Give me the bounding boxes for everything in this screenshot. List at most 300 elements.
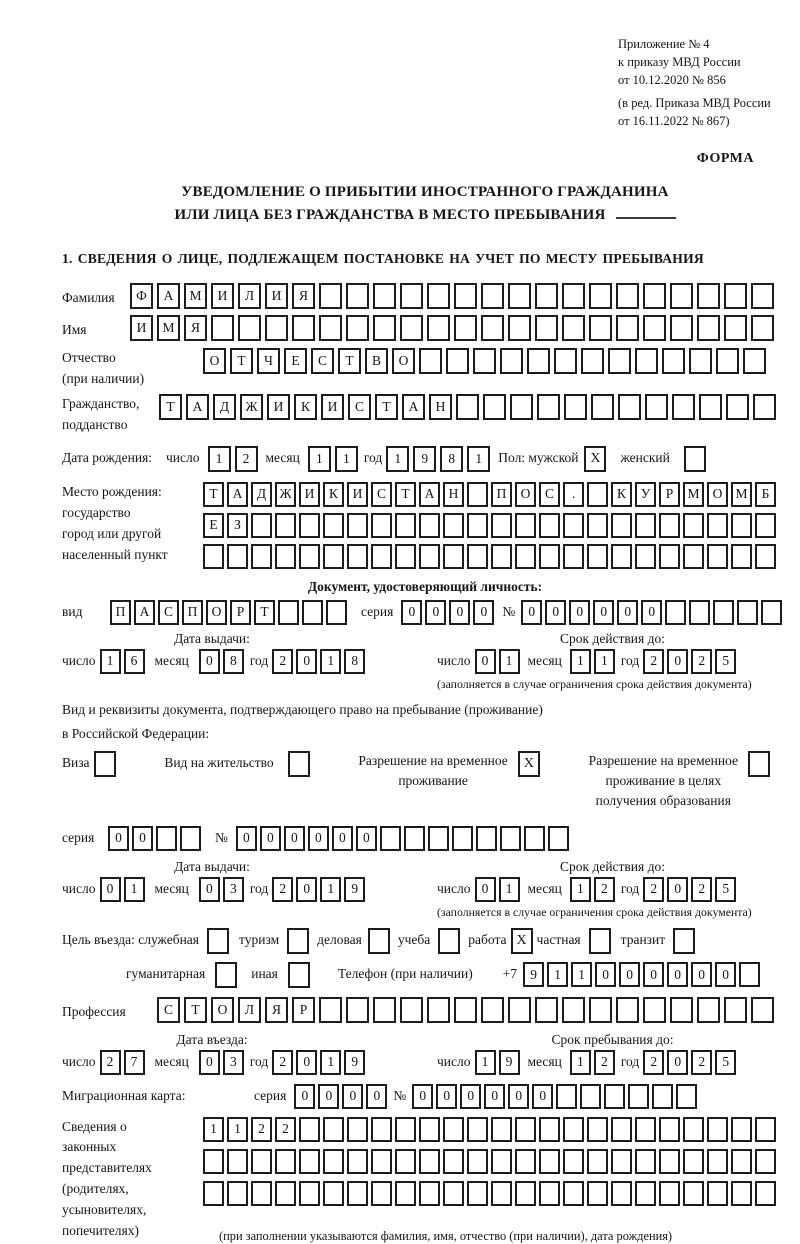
- char-box[interactable]: [755, 1117, 776, 1142]
- char-box[interactable]: [751, 283, 774, 309]
- char-box[interactable]: [628, 1084, 649, 1109]
- char-box[interactable]: 2: [272, 649, 293, 674]
- char-box[interactable]: [587, 1117, 608, 1142]
- sex-female-checkbox[interactable]: [684, 446, 706, 472]
- char-box[interactable]: М: [683, 482, 704, 507]
- char-box[interactable]: 0: [691, 962, 712, 987]
- char-box[interactable]: [500, 826, 521, 851]
- char-box[interactable]: П: [182, 600, 203, 625]
- char-box[interactable]: [371, 1149, 392, 1174]
- char-box[interactable]: [419, 513, 440, 538]
- char-box[interactable]: Т: [184, 997, 207, 1023]
- char-box[interactable]: [481, 315, 504, 341]
- char-box[interactable]: [731, 513, 752, 538]
- char-box[interactable]: 0: [436, 1084, 457, 1109]
- char-box[interactable]: [683, 1181, 704, 1206]
- char-box[interactable]: [635, 348, 658, 374]
- char-box[interactable]: А: [227, 482, 248, 507]
- char-box[interactable]: П: [491, 482, 512, 507]
- char-box[interactable]: [587, 1149, 608, 1174]
- char-box[interactable]: С: [158, 600, 179, 625]
- char-box[interactable]: [535, 283, 558, 309]
- char-box[interactable]: [554, 348, 577, 374]
- char-box[interactable]: [299, 544, 320, 569]
- char-box[interactable]: [467, 513, 488, 538]
- char-box[interactable]: [731, 1149, 752, 1174]
- char-box[interactable]: [346, 283, 369, 309]
- char-box[interactable]: [380, 826, 401, 851]
- char-box[interactable]: [707, 544, 728, 569]
- char-box[interactable]: [481, 997, 504, 1023]
- char-box[interactable]: [589, 997, 612, 1023]
- char-box[interactable]: 7: [124, 1050, 145, 1075]
- char-box[interactable]: 1: [203, 1117, 224, 1142]
- char-box[interactable]: С: [371, 482, 392, 507]
- purpose-business-checkbox[interactable]: [368, 928, 390, 954]
- char-box[interactable]: 2: [643, 1050, 664, 1075]
- char-box[interactable]: 0: [199, 1050, 220, 1075]
- char-box[interactable]: [467, 1149, 488, 1174]
- char-box[interactable]: [751, 997, 774, 1023]
- char-box[interactable]: [743, 348, 766, 374]
- char-box[interactable]: У: [635, 482, 656, 507]
- char-box[interactable]: [527, 348, 550, 374]
- char-box[interactable]: 1: [320, 1050, 341, 1075]
- char-box[interactable]: А: [134, 600, 155, 625]
- char-box[interactable]: [275, 1149, 296, 1174]
- char-box[interactable]: Т: [254, 600, 275, 625]
- char-box[interactable]: [238, 315, 261, 341]
- char-box[interactable]: [180, 826, 201, 851]
- char-box[interactable]: [618, 394, 641, 420]
- char-box[interactable]: [589, 283, 612, 309]
- char-box[interactable]: Ж: [240, 394, 263, 420]
- temp-permit-checkbox[interactable]: X: [518, 751, 540, 777]
- char-box[interactable]: [203, 544, 224, 569]
- char-box[interactable]: [611, 513, 632, 538]
- char-box[interactable]: [562, 997, 585, 1023]
- char-box[interactable]: [427, 315, 450, 341]
- char-box[interactable]: 2: [235, 446, 258, 472]
- char-box[interactable]: [443, 544, 464, 569]
- char-box[interactable]: [395, 1117, 416, 1142]
- char-box[interactable]: 2: [251, 1117, 272, 1142]
- char-box[interactable]: [611, 544, 632, 569]
- char-box[interactable]: [707, 1117, 728, 1142]
- char-box[interactable]: Ч: [257, 348, 280, 374]
- char-box[interactable]: М: [731, 482, 752, 507]
- char-box[interactable]: [537, 394, 560, 420]
- sex-male-checkbox[interactable]: X: [584, 446, 606, 472]
- char-box[interactable]: [563, 1149, 584, 1174]
- char-box[interactable]: [346, 315, 369, 341]
- char-box[interactable]: [683, 1149, 704, 1174]
- char-box[interactable]: Т: [395, 482, 416, 507]
- char-box[interactable]: 1: [208, 446, 231, 472]
- char-box[interactable]: 6: [124, 649, 145, 674]
- char-box[interactable]: [645, 394, 668, 420]
- char-box[interactable]: 8: [344, 649, 365, 674]
- char-box[interactable]: 0: [521, 600, 542, 625]
- char-box[interactable]: [635, 544, 656, 569]
- char-box[interactable]: [662, 348, 685, 374]
- char-box[interactable]: [251, 1181, 272, 1206]
- char-box[interactable]: [251, 513, 272, 538]
- char-box[interactable]: И: [321, 394, 344, 420]
- char-box[interactable]: [323, 1181, 344, 1206]
- char-box[interactable]: И: [347, 482, 368, 507]
- char-box[interactable]: [443, 513, 464, 538]
- char-box[interactable]: [635, 513, 656, 538]
- char-box[interactable]: 0: [667, 877, 688, 902]
- char-box[interactable]: [404, 826, 425, 851]
- char-box[interactable]: 2: [691, 877, 712, 902]
- char-box[interactable]: [508, 315, 531, 341]
- char-box[interactable]: 0: [617, 600, 638, 625]
- char-box[interactable]: [419, 1181, 440, 1206]
- char-box[interactable]: 1: [100, 649, 121, 674]
- char-box[interactable]: А: [186, 394, 209, 420]
- char-box[interactable]: 0: [284, 826, 305, 851]
- char-box[interactable]: 1: [467, 446, 490, 472]
- char-box[interactable]: [697, 283, 720, 309]
- char-box[interactable]: [491, 513, 512, 538]
- char-box[interactable]: [428, 826, 449, 851]
- char-box[interactable]: [562, 283, 585, 309]
- char-box[interactable]: .: [563, 482, 584, 507]
- char-box[interactable]: [227, 544, 248, 569]
- char-box[interactable]: [604, 1084, 625, 1109]
- char-box[interactable]: [683, 544, 704, 569]
- char-box[interactable]: 1: [335, 446, 358, 472]
- char-box[interactable]: М: [184, 283, 207, 309]
- char-box[interactable]: 2: [275, 1117, 296, 1142]
- char-box[interactable]: [371, 513, 392, 538]
- char-box[interactable]: [211, 315, 234, 341]
- char-box[interactable]: Т: [375, 394, 398, 420]
- char-box[interactable]: Л: [238, 997, 261, 1023]
- char-box[interactable]: 9: [344, 877, 365, 902]
- char-box[interactable]: [659, 1181, 680, 1206]
- char-box[interactable]: 0: [473, 600, 494, 625]
- purpose-private-checkbox[interactable]: [589, 928, 611, 954]
- char-box[interactable]: И: [130, 315, 153, 341]
- purpose-service-checkbox[interactable]: [207, 928, 229, 954]
- char-box[interactable]: [670, 315, 693, 341]
- char-box[interactable]: И: [267, 394, 290, 420]
- char-box[interactable]: [347, 544, 368, 569]
- char-box[interactable]: 0: [569, 600, 590, 625]
- char-box[interactable]: [515, 1117, 536, 1142]
- char-box[interactable]: 0: [294, 1084, 315, 1109]
- char-box[interactable]: [739, 962, 760, 987]
- char-box[interactable]: [427, 997, 450, 1023]
- char-box[interactable]: [581, 348, 604, 374]
- char-box[interactable]: [473, 348, 496, 374]
- char-box[interactable]: 8: [440, 446, 463, 472]
- char-box[interactable]: 2: [691, 649, 712, 674]
- char-box[interactable]: 2: [643, 649, 664, 674]
- char-box[interactable]: [347, 1181, 368, 1206]
- char-box[interactable]: 0: [449, 600, 470, 625]
- char-box[interactable]: [467, 1117, 488, 1142]
- char-box[interactable]: [419, 544, 440, 569]
- char-box[interactable]: [508, 283, 531, 309]
- char-box[interactable]: 9: [344, 1050, 365, 1075]
- char-box[interactable]: [203, 1181, 224, 1206]
- char-box[interactable]: [670, 283, 693, 309]
- char-box[interactable]: [227, 1181, 248, 1206]
- char-box[interactable]: [443, 1181, 464, 1206]
- char-box[interactable]: С: [539, 482, 560, 507]
- char-box[interactable]: [371, 544, 392, 569]
- char-box[interactable]: [697, 997, 720, 1023]
- char-box[interactable]: [635, 1181, 656, 1206]
- char-box[interactable]: [515, 1149, 536, 1174]
- char-box[interactable]: Л: [238, 283, 261, 309]
- char-box[interactable]: А: [402, 394, 425, 420]
- char-box[interactable]: [524, 826, 545, 851]
- purpose-work-checkbox[interactable]: X: [511, 928, 533, 954]
- char-box[interactable]: Р: [230, 600, 251, 625]
- char-box[interactable]: 0: [412, 1084, 433, 1109]
- char-box[interactable]: 0: [593, 600, 614, 625]
- purpose-humanitarian-checkbox[interactable]: [215, 962, 237, 988]
- char-box[interactable]: 0: [356, 826, 377, 851]
- visa-checkbox[interactable]: [94, 751, 116, 777]
- char-box[interactable]: 1: [570, 877, 591, 902]
- residence-permit-checkbox[interactable]: [288, 751, 310, 777]
- char-box[interactable]: М: [157, 315, 180, 341]
- char-box[interactable]: [275, 1181, 296, 1206]
- char-box[interactable]: 0: [619, 962, 640, 987]
- edu-permit-checkbox[interactable]: [748, 751, 770, 777]
- char-box[interactable]: [564, 394, 587, 420]
- char-box[interactable]: [347, 1149, 368, 1174]
- char-box[interactable]: О: [707, 482, 728, 507]
- char-box[interactable]: [616, 283, 639, 309]
- char-box[interactable]: [491, 1149, 512, 1174]
- char-box[interactable]: Ж: [275, 482, 296, 507]
- char-box[interactable]: [672, 394, 695, 420]
- char-box[interactable]: [755, 513, 776, 538]
- char-box[interactable]: [319, 997, 342, 1023]
- char-box[interactable]: [611, 1149, 632, 1174]
- char-box[interactable]: [275, 544, 296, 569]
- char-box[interactable]: Е: [203, 513, 224, 538]
- char-box[interactable]: [326, 600, 347, 625]
- char-box[interactable]: Д: [213, 394, 236, 420]
- char-box[interactable]: [454, 283, 477, 309]
- char-box[interactable]: [731, 544, 752, 569]
- char-box[interactable]: [563, 1181, 584, 1206]
- char-box[interactable]: [347, 513, 368, 538]
- char-box[interactable]: 1: [570, 1050, 591, 1075]
- char-box[interactable]: [251, 544, 272, 569]
- char-box[interactable]: Я: [265, 997, 288, 1023]
- char-box[interactable]: [751, 315, 774, 341]
- char-box[interactable]: 5: [715, 1050, 736, 1075]
- char-box[interactable]: 0: [641, 600, 662, 625]
- char-box[interactable]: Н: [443, 482, 464, 507]
- char-box[interactable]: [761, 600, 782, 625]
- char-box[interactable]: [323, 513, 344, 538]
- char-box[interactable]: [726, 394, 749, 420]
- char-box[interactable]: К: [294, 394, 317, 420]
- char-box[interactable]: 1: [308, 446, 331, 472]
- char-box[interactable]: [697, 315, 720, 341]
- char-box[interactable]: [659, 544, 680, 569]
- char-box[interactable]: О: [203, 348, 226, 374]
- char-box[interactable]: П: [110, 600, 131, 625]
- char-box[interactable]: [737, 600, 758, 625]
- char-box[interactable]: О: [211, 997, 234, 1023]
- char-box[interactable]: [251, 1149, 272, 1174]
- purpose-study-checkbox[interactable]: [438, 928, 460, 954]
- char-box[interactable]: С: [311, 348, 334, 374]
- char-box[interactable]: [755, 544, 776, 569]
- char-box[interactable]: 1: [570, 649, 591, 674]
- char-box[interactable]: [587, 513, 608, 538]
- char-box[interactable]: [400, 315, 423, 341]
- char-box[interactable]: 9: [499, 1050, 520, 1075]
- char-box[interactable]: [371, 1181, 392, 1206]
- char-box[interactable]: [659, 1117, 680, 1142]
- char-box[interactable]: 2: [691, 1050, 712, 1075]
- char-box[interactable]: 0: [296, 877, 317, 902]
- char-box[interactable]: А: [419, 482, 440, 507]
- char-box[interactable]: [347, 1117, 368, 1142]
- char-box[interactable]: 9: [523, 962, 544, 987]
- char-box[interactable]: [467, 544, 488, 569]
- char-box[interactable]: [427, 283, 450, 309]
- char-box[interactable]: [580, 1084, 601, 1109]
- char-box[interactable]: [535, 315, 558, 341]
- char-box[interactable]: 1: [547, 962, 568, 987]
- char-box[interactable]: 3: [223, 1050, 244, 1075]
- char-box[interactable]: [616, 997, 639, 1023]
- char-box[interactable]: 0: [342, 1084, 363, 1109]
- char-box[interactable]: 0: [332, 826, 353, 851]
- char-box[interactable]: 1: [571, 962, 592, 987]
- char-box[interactable]: [556, 1084, 577, 1109]
- char-box[interactable]: 1: [320, 649, 341, 674]
- char-box[interactable]: 9: [413, 446, 436, 472]
- purpose-tourism-checkbox[interactable]: [287, 928, 309, 954]
- char-box[interactable]: Е: [284, 348, 307, 374]
- char-box[interactable]: [395, 1149, 416, 1174]
- char-box[interactable]: [616, 315, 639, 341]
- char-box[interactable]: 0: [308, 826, 329, 851]
- char-box[interactable]: 0: [296, 1050, 317, 1075]
- char-box[interactable]: [319, 315, 342, 341]
- char-box[interactable]: [373, 997, 396, 1023]
- char-box[interactable]: 1: [594, 649, 615, 674]
- char-box[interactable]: [539, 1117, 560, 1142]
- char-box[interactable]: 0: [715, 962, 736, 987]
- char-box[interactable]: [323, 1149, 344, 1174]
- char-box[interactable]: [611, 1117, 632, 1142]
- char-box[interactable]: [467, 482, 488, 507]
- char-box[interactable]: Т: [230, 348, 253, 374]
- char-box[interactable]: [587, 1181, 608, 1206]
- char-box[interactable]: [755, 1149, 776, 1174]
- char-box[interactable]: [707, 1181, 728, 1206]
- char-box[interactable]: [467, 1181, 488, 1206]
- char-box[interactable]: [591, 394, 614, 420]
- char-box[interactable]: [562, 315, 585, 341]
- char-box[interactable]: [299, 1117, 320, 1142]
- char-box[interactable]: [515, 544, 536, 569]
- char-box[interactable]: 0: [108, 826, 129, 851]
- char-box[interactable]: [689, 348, 712, 374]
- char-box[interactable]: [676, 1084, 697, 1109]
- char-box[interactable]: [587, 544, 608, 569]
- char-box[interactable]: [731, 1181, 752, 1206]
- char-box[interactable]: [652, 1084, 673, 1109]
- char-box[interactable]: [731, 1117, 752, 1142]
- char-box[interactable]: 0: [643, 962, 664, 987]
- char-box[interactable]: А: [157, 283, 180, 309]
- char-box[interactable]: Т: [159, 394, 182, 420]
- char-box[interactable]: [643, 315, 666, 341]
- char-box[interactable]: Я: [292, 283, 315, 309]
- char-box[interactable]: [373, 283, 396, 309]
- char-box[interactable]: [346, 997, 369, 1023]
- char-box[interactable]: И: [265, 283, 288, 309]
- char-box[interactable]: [724, 315, 747, 341]
- char-box[interactable]: [491, 544, 512, 569]
- char-box[interactable]: [659, 1149, 680, 1174]
- char-box[interactable]: И: [211, 283, 234, 309]
- char-box[interactable]: 1: [227, 1117, 248, 1142]
- char-box[interactable]: О: [515, 482, 536, 507]
- char-box[interactable]: [476, 826, 497, 851]
- char-box[interactable]: [203, 1149, 224, 1174]
- char-box[interactable]: С: [157, 997, 180, 1023]
- char-box[interactable]: [395, 1181, 416, 1206]
- char-box[interactable]: [156, 826, 177, 851]
- char-box[interactable]: [443, 1117, 464, 1142]
- char-box[interactable]: 0: [595, 962, 616, 987]
- char-box[interactable]: [456, 394, 479, 420]
- char-box[interactable]: [371, 1117, 392, 1142]
- char-box[interactable]: 0: [475, 649, 496, 674]
- char-box[interactable]: Я: [184, 315, 207, 341]
- char-box[interactable]: [400, 283, 423, 309]
- char-box[interactable]: 2: [100, 1050, 121, 1075]
- char-box[interactable]: 8: [223, 649, 244, 674]
- char-box[interactable]: Т: [203, 482, 224, 507]
- char-box[interactable]: [611, 1181, 632, 1206]
- char-box[interactable]: [539, 1149, 560, 1174]
- char-box[interactable]: Д: [251, 482, 272, 507]
- char-box[interactable]: Н: [429, 394, 452, 420]
- char-box[interactable]: [515, 513, 536, 538]
- char-box[interactable]: 0: [236, 826, 257, 851]
- char-box[interactable]: 0: [318, 1084, 339, 1109]
- char-box[interactable]: [589, 315, 612, 341]
- char-box[interactable]: С: [348, 394, 371, 420]
- char-box[interactable]: И: [299, 482, 320, 507]
- purpose-transit-checkbox[interactable]: [673, 928, 695, 954]
- char-box[interactable]: [670, 997, 693, 1023]
- char-box[interactable]: Р: [292, 997, 315, 1023]
- char-box[interactable]: Р: [659, 482, 680, 507]
- char-box[interactable]: [716, 348, 739, 374]
- char-box[interactable]: 0: [460, 1084, 481, 1109]
- char-box[interactable]: 0: [532, 1084, 553, 1109]
